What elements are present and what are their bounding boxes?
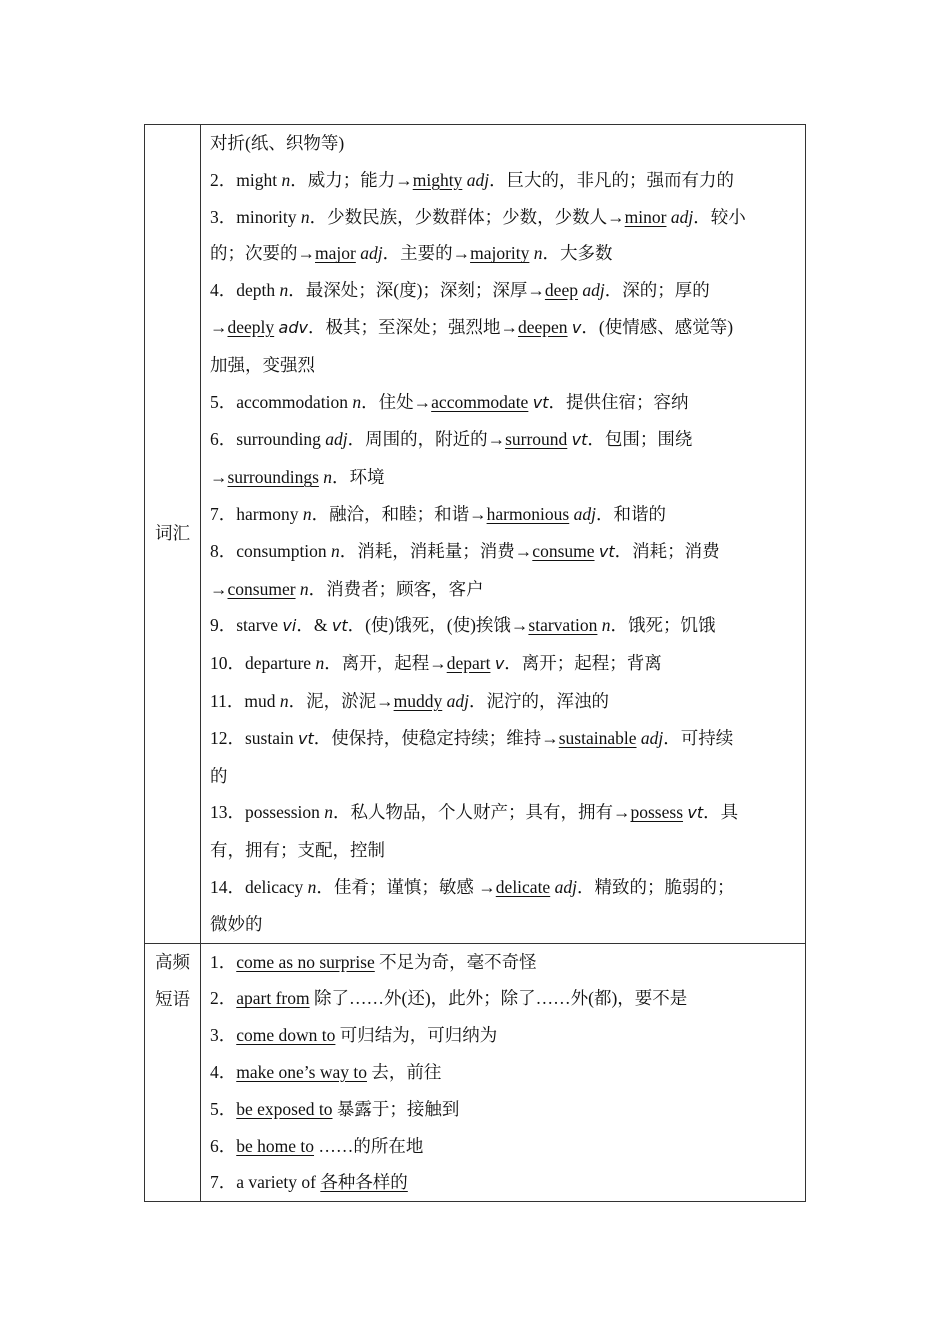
text-run: 10． — [210, 653, 245, 674]
phrase-text: come down to — [236, 1025, 336, 1046]
text-run: n — [299, 578, 309, 599]
text-run: 7． — [210, 503, 237, 524]
text-run: ．环境 — [332, 467, 385, 488]
derived-word: deep — [544, 280, 578, 301]
vocab-line — [210, 607, 797, 645]
derived-word: majority — [470, 243, 530, 264]
headword: delicacy — [245, 876, 304, 897]
phrase-item — [210, 1017, 797, 1054]
headword: depth — [236, 280, 276, 301]
text-run: 6． — [210, 429, 237, 450]
derived-word: minor — [624, 206, 667, 227]
text-run: vt — [532, 392, 549, 412]
vocab-body — [201, 125, 806, 944]
text-run: vt — [298, 728, 314, 748]
text-run: ．离开；起程；背离 — [504, 653, 662, 674]
text-run: ．融洽，和睦；和谐→ — [311, 503, 487, 524]
text-run: n — [352, 391, 362, 412]
vocab-line — [210, 496, 797, 533]
text-run: n — [601, 615, 611, 636]
phrases-header-line1: 高频 — [155, 951, 190, 972]
text-run: adj — [360, 243, 383, 264]
text-run: 暴露于；接触到 — [336, 1098, 460, 1119]
phrase-item — [210, 1054, 797, 1091]
text-run: ．住处→ — [361, 391, 432, 412]
vocab-line — [210, 832, 797, 869]
vocab-line — [210, 125, 797, 162]
text-run: adj — [640, 727, 664, 748]
text-run: ．周围的，附近的→ — [347, 429, 506, 450]
text-run: 有，拥有；支配，控制 — [210, 840, 385, 861]
text-run: n — [331, 540, 340, 561]
derived-word: muddy — [393, 690, 443, 711]
derived-word: major — [315, 243, 356, 264]
vocab-line — [210, 571, 797, 608]
vocab-line — [210, 384, 797, 422]
vocab-line — [210, 758, 797, 795]
vocab-line — [210, 533, 797, 571]
text-run: 13． — [210, 802, 245, 823]
text-run: ．少数民族，少数群体；少数，少数人→ — [309, 206, 625, 227]
vocab-line — [210, 199, 797, 236]
text-run: ．具 — [703, 802, 739, 823]
text-run: 7． — [210, 1172, 237, 1193]
text-run: ．(使)饿死，(使)挨饿→ — [347, 615, 529, 636]
phrase-text: come as no surprise — [236, 951, 375, 972]
text-run: n — [302, 503, 312, 524]
vocab-line — [210, 906, 797, 943]
text-run: adj — [554, 876, 577, 897]
phrase-item — [210, 980, 797, 1017]
text-run: adv — [278, 317, 308, 337]
vocab-line — [210, 869, 797, 906]
text-run: adj — [582, 280, 605, 301]
text-run: ．提供住宿；容纳 — [548, 391, 689, 412]
text-run: ．较小 — [693, 206, 746, 227]
text-run: ．私人物品，个人财产；具有，拥有→ — [333, 802, 631, 823]
text-run: ．大多数 — [542, 243, 613, 264]
text-run: 11． — [210, 690, 245, 711]
phrase-text: be home to — [236, 1135, 315, 1156]
vocab-line — [210, 683, 797, 720]
derived-word: sustainable — [558, 727, 637, 748]
headword: consumption — [236, 540, 327, 561]
text-run: 8． — [210, 540, 237, 561]
derived-word: possess — [630, 802, 684, 823]
headword: might — [236, 169, 278, 190]
derived-word: surround — [505, 429, 568, 450]
phrase-meaning-answer: 各种各样的 — [320, 1172, 408, 1193]
text-run: → — [210, 578, 228, 599]
phrase-text: make one’s way to — [236, 1061, 367, 1082]
phrase-item — [210, 1091, 797, 1128]
text-run: vt — [571, 430, 588, 450]
phrase-item — [210, 1128, 797, 1165]
derived-word: consume — [532, 540, 595, 561]
text-run: 4． — [210, 280, 237, 301]
text-run: ……的所在地 — [318, 1135, 424, 1156]
text-run: ．离开，起程→ — [324, 653, 447, 674]
vocab-line — [210, 347, 797, 384]
text-run: n — [324, 802, 333, 823]
text-run: ．泥泞的，浑浊的 — [468, 690, 609, 711]
headword: possession — [245, 802, 320, 823]
vocab-line — [210, 421, 797, 459]
vocab-header-cell — [145, 125, 201, 944]
phrase-item — [210, 944, 797, 981]
text-run: ．深的；厚的 — [604, 280, 710, 301]
text-run: adj — [446, 690, 469, 711]
text-run: 对折(纸、织物等) — [210, 133, 345, 153]
phrases-header-line2: 短语 — [155, 988, 190, 1009]
derived-word: delicate — [495, 876, 551, 897]
phrases-header-cell — [145, 943, 201, 1202]
text-run: ．巨大的，非凡的；强而有力的 — [489, 169, 735, 190]
text-run: 的；次要的→ — [210, 243, 315, 264]
text-run: → — [210, 316, 228, 337]
text-run: ．使保持，使稳定持续；维持→ — [313, 727, 559, 748]
headword: departure — [245, 653, 312, 674]
text-run: vi — [282, 616, 297, 636]
text-run: 5． — [210, 1098, 237, 1119]
text-run: 微妙的 — [210, 913, 263, 934]
text-run: ．饿死；饥饿 — [610, 615, 716, 636]
vocab-line — [210, 794, 797, 832]
vocab-line — [210, 309, 797, 347]
text-run: vt — [331, 616, 348, 636]
text-run: n — [300, 206, 310, 227]
text-run: n — [533, 243, 543, 264]
vocab-line — [210, 459, 797, 496]
text-run: n — [307, 876, 317, 897]
text-run: ．和谐的 — [595, 503, 666, 524]
text-run: 的 — [210, 765, 228, 786]
text-run: ．最深处；深(度)；深刻；深厚→ — [288, 280, 545, 301]
text-run: n — [323, 467, 333, 488]
text-run: 加强，变强烈 — [210, 354, 315, 375]
vocab-line — [210, 162, 797, 199]
text-run: 1． — [210, 951, 237, 972]
derived-word: surroundings — [227, 467, 319, 488]
derived-word: mighty — [412, 169, 463, 190]
phrase-text: a variety of — [236, 1172, 316, 1193]
text-run: 除了……外(还)，此外；除了……外(都)，要不是 — [314, 988, 688, 1009]
vocabulary-table — [144, 124, 806, 1202]
text-run: adj — [573, 503, 596, 524]
text-run: 不足为奇，毫不奇怪 — [379, 951, 537, 972]
text-run: vt — [687, 803, 704, 823]
text-run: n — [315, 653, 325, 674]
text-run: adj — [466, 169, 490, 190]
text-run: 4． — [210, 1061, 237, 1082]
text-run: 14． — [210, 876, 245, 897]
text-run: v — [571, 317, 582, 337]
text-run: → — [210, 467, 228, 488]
text-run: n — [279, 690, 289, 711]
text-run: ．精致的；脆弱的； — [576, 876, 735, 897]
derived-word: depart — [446, 653, 491, 674]
text-run: ．消耗；消费 — [614, 540, 720, 561]
text-run: ．消费者；顾客，客户 — [308, 578, 484, 599]
derived-word: harmonious — [486, 503, 570, 524]
text-run: n — [279, 280, 289, 301]
vocab-header: 词汇 — [155, 523, 190, 544]
text-run: ．威力；能力→ — [290, 169, 413, 190]
text-run: ．消耗，消耗量；消费→ — [339, 540, 533, 561]
derived-word: starvation — [528, 615, 598, 636]
headword: starve — [236, 615, 279, 636]
headword: minority — [236, 206, 297, 227]
text-run: 可归结为，可归纳为 — [339, 1025, 498, 1046]
text-run: 3． — [210, 1025, 237, 1046]
headword: mud — [244, 690, 276, 711]
text-run: 6． — [210, 1135, 237, 1156]
phrase-item — [210, 1164, 797, 1201]
text-run: ．& — [296, 615, 332, 636]
text-run: 9． — [210, 615, 237, 636]
derived-word: deeply — [227, 316, 275, 337]
text-run: ．包围；围绕 — [587, 429, 693, 450]
phrases-row — [145, 943, 806, 1202]
text-run: 12． — [210, 727, 245, 748]
headword: harmony — [236, 503, 299, 524]
headword: accommodation — [236, 391, 349, 412]
text-run: ．泥，淤泥→ — [288, 690, 394, 711]
text-run: n — [281, 169, 291, 190]
phrase-text: be exposed to — [236, 1098, 333, 1119]
text-run: ．极其；至深处；强烈地→ — [307, 316, 518, 337]
phrases-body — [201, 943, 806, 1202]
text-run: 去，前往 — [371, 1061, 442, 1082]
phrase-text: apart from — [236, 988, 310, 1009]
derived-word: consumer — [227, 578, 296, 599]
text-run: 2． — [210, 169, 237, 190]
vocab-line — [210, 720, 797, 758]
text-run: 3． — [210, 206, 237, 227]
headword: surrounding — [236, 429, 321, 450]
text-run: 5． — [210, 391, 237, 412]
text-run: vt — [598, 541, 615, 561]
derived-word: deepen — [517, 316, 568, 337]
headword: sustain — [245, 727, 294, 748]
vocab-line — [210, 235, 797, 272]
text-run: 2． — [210, 988, 237, 1009]
text-run: ．佳肴；谨慎；敏感 → — [316, 876, 496, 897]
vocab-line — [210, 272, 797, 309]
text-run: ．可持续 — [663, 727, 734, 748]
text-run: v — [494, 654, 505, 674]
text-run: adj — [325, 429, 348, 450]
text-run: ．(使情感、感觉等) — [581, 316, 734, 337]
derived-word: accommodate — [431, 391, 529, 412]
vocab-line — [210, 645, 797, 683]
text-run: ．主要的→ — [382, 243, 471, 264]
text-run: adj — [670, 206, 694, 227]
vocab-row — [145, 125, 806, 944]
